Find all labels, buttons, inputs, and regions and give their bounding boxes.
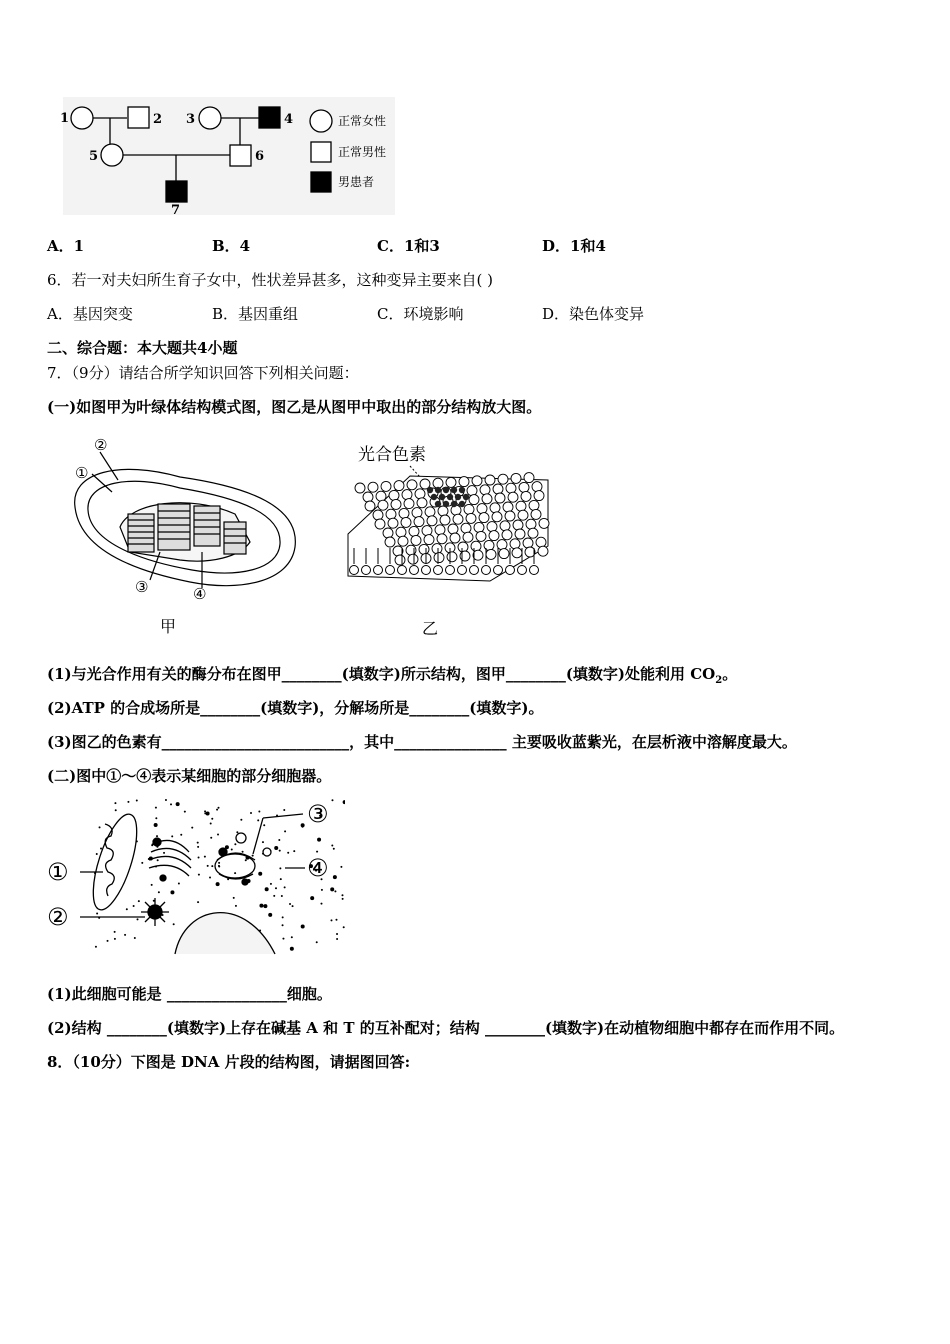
q7-question-3: (3)图乙的色素有_________________________，其中_______________ 主要吸收蓝紫光，在层析液中溶解度最大。 [47, 733, 797, 751]
pedigree-number-3: 3 [186, 112, 196, 127]
q7-question-1-text: (1)与光合作用有关的酶分布在图甲________(填数字)所示结构，图甲________(填数字)处能利用 CO [47, 665, 716, 683]
q6-option-d[interactable]: D．染色体变异 [542, 305, 645, 323]
centriole [141, 898, 169, 926]
q6-stem: 6．若一对夫妇所生育子女中，性状差异甚多，这种变异主要来自( ) [47, 271, 494, 289]
q5-option-b[interactable]: B．4 [212, 237, 251, 255]
pedigree-person-6 [230, 145, 251, 166]
legend-male-label: 正常男性 [338, 145, 387, 159]
q7-part1-stem: (一)如图甲为叶绿体结构模式图，图乙是从图甲中取出的部分结构放大图。 [47, 398, 542, 416]
q5-option-a[interactable]: A．1 [47, 237, 85, 255]
q5-option-c[interactable]: C．1和3 [377, 237, 440, 255]
pedigree-person-3 [199, 107, 221, 129]
chloroplast-figure [60, 432, 310, 642]
pedigree-figure [55, 95, 400, 220]
q7-question-2: (2)ATP 的合成场所是________(填数字)，分解场所是________(填数字)。 [47, 699, 544, 717]
q7-question-1 [47, 664, 737, 691]
cell-label-3: ③ [307, 800, 329, 828]
q6-option-b[interactable]: B．基因重组 [212, 305, 299, 323]
pedigree-number-1: 1 [60, 111, 70, 126]
pedigree-number-2: 2 [153, 112, 163, 127]
q7-part2-question-2: (2)结构 ________(填数字)上存在碱基 A 和 T 的互补配对；结构 ________(填数字)在动植物细胞中都存在而作用不同。 [47, 1019, 845, 1037]
chloroplast-label-4: ④ [193, 585, 207, 603]
chloroplast-label-1: ① [75, 464, 89, 482]
q8-stem: 8．（10分）下图是 DNA 片段的结构图，请据图回答: [47, 1053, 411, 1071]
figure-jia-caption: 甲 [160, 617, 177, 636]
figure-yi-caption: 乙 [422, 619, 439, 638]
legend-male-icon [311, 142, 331, 162]
chloroplast-label-2: ② [94, 436, 108, 454]
legend-female-label: 正常女性 [338, 114, 387, 128]
pedigree-number-5: 5 [89, 149, 99, 164]
cell-label-2: ② [47, 903, 69, 931]
q7-question-1-end: 。 [722, 665, 738, 683]
cell-label-1: ① [47, 858, 69, 886]
q7-part2-stem: (二)图中①～④表示某细胞的部分细胞器。 [47, 767, 332, 785]
q5-option-d[interactable]: D．1和4 [542, 237, 606, 255]
legend-female-icon [310, 110, 332, 132]
pedigree-person-1 [71, 107, 93, 129]
pigment-label: 光合色素 [358, 445, 426, 465]
pedigree-person-5 [101, 144, 123, 166]
pedigree-person-7 [166, 181, 187, 202]
cell-organelle-figure [45, 794, 345, 956]
legend-affected-male-icon [311, 172, 331, 192]
cell-label-4: ④ [307, 854, 329, 882]
section-heading: 二、综合题：本大题共4小题 [47, 339, 238, 357]
q7-part2-question-1: (1)此细胞可能是 ________________细胞。 [47, 985, 332, 1003]
co2-subscript: 2 [715, 675, 723, 686]
pedigree-number-6: 6 [255, 149, 265, 164]
legend-affected-label: 男患者 [338, 175, 375, 189]
pedigree-number-7: 7 [171, 203, 181, 218]
pedigree-person-2 [128, 107, 149, 128]
pedigree-person-4 [259, 107, 280, 128]
q6-option-a[interactable]: A．基因突变 [47, 305, 133, 323]
q6-option-c[interactable]: C．环境影响 [377, 305, 464, 323]
chloroplast-label-3: ③ [135, 578, 149, 596]
pedigree-number-4: 4 [284, 112, 294, 127]
q7-stem: 7．（9分）请结合所学知识回答下列相关问题： [47, 364, 359, 382]
thylakoid-membrane-figure [340, 436, 570, 642]
